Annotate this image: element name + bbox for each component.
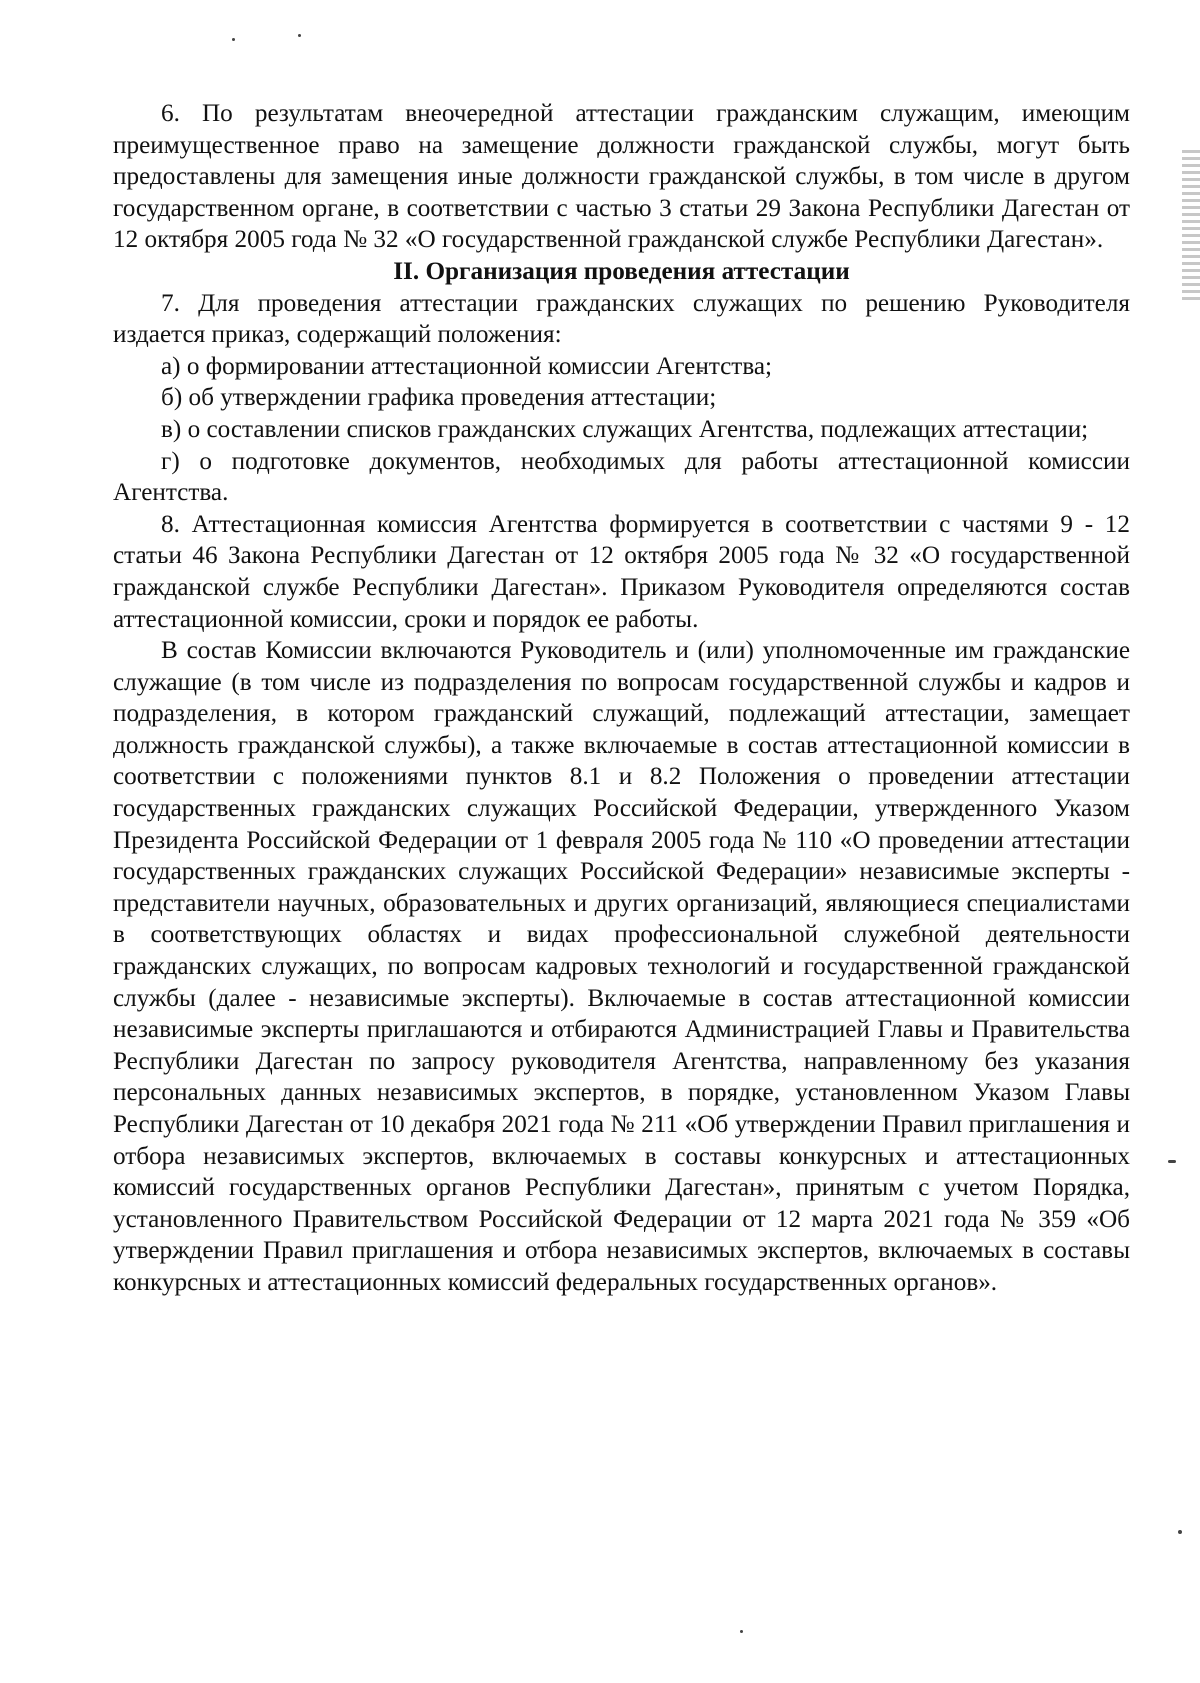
paragraph-6: 6. По результатам внеочередной аттестации гражданским служащим, имеющим преимущественное право на замещение должности гражданской службы, могут быть предоставлены для замещения иные должности гражданской службы, в том числе в другом государственном органе, в соответствии с частью 3 статьи 29 Закона Республики Дагестан от 12 октября 2005 года № 32 «О государственной гражданской службе Республики Дагестан». [113,100,1130,254]
scan-speck [298,34,301,37]
paragraph-commission: В состав Комиссии включаются Руководитель и (или) уполномоченные им гражданские служащие (в том числе из подразделения по вопросам государственной службы и кадров и подразделения, в котором гражданский служащий, подлежащий аттестации, замещает должность гражданской службы), а также включаемые в состав аттестационной комиссии в соответствии с положениями пунктов 8.1 и 8.2 Положения о проведении аттестации государственных гражданских служащих Российской Федерации, утвержденного Указом Президента Российской Федерации от 1 февраля 2005 года № 110 «О проведении аттестации государственных гражданских служащих Российской Федерации» независимые эксперты - представители научных, образовательных и других организаций, являющиеся специалистами в соответствующих областях и видах профессиональной служебной деятельности гражданских служащих, по вопросам кадровых технологий и государственной гражданской службы (далее - независимые эксперты). Включаемые в состав аттестационной комиссии независимые эксперты приглашаются и отбираются Администрацией Главы и Правительства Республики Дагестан по запросу руководителя Агентства, направленному без указания персональных данных независимых экспертов, в порядке, установленном Указом Главы Республики Дагестан от 10 декабря 2021 года № 211 «Об утверждении Правил приглашения и отбора независимых экспертов, включаемых в составы конкурсных и аттестационных комиссий государственных органов Республики Дагестан», принятым с учетом Порядка, установленного Правительством Российской Федерации от 12 марта 2021 года № 359 «Об утверждении Правил приглашения и отбора независимых экспертов, включаемых в составы конкурсных и аттестационных комиссий федеральных государственных органов». [113,637,1130,1296]
scan-speck [1168,1160,1176,1163]
scan-speck [740,1630,743,1633]
paragraph-8: 8. Аттестационная комиссия Агентства формируется в соответствии с частями 9 - 12 статьи 46 Закона Республики Дагестан от 12 октября 2005 года № 32 «О государственной гражданской службе Республики Дагестан». Приказом Руководителя определяются состав аттестационной комиссии, сроки и порядок ее работы. [113,510,1130,633]
list-item-g: г) о подготовке документов, необходимых для работы аттестационной комиссии Агентства. [113,447,1130,507]
list-item-v: в) о составлении списков гражданских служащих Агентства, подлежащих аттестации; [161,415,1089,443]
scan-edge-mark [1182,150,1200,300]
list-item-a: а) о формировании аттестационной комиссии Агентства; [161,352,773,380]
paragraph-7: 7. Для проведения аттестации гражданских служащих по решению Руководителя издается приказ, содержащий положения: [113,289,1130,349]
scan-speck [232,38,235,41]
list-item-b: б) об утверждении графика проведения аттестации; [161,384,717,412]
scan-speck [1178,1530,1182,1534]
document-page [113,98,1130,1299]
section-heading: II. Организация проведения аттестации [393,257,850,285]
